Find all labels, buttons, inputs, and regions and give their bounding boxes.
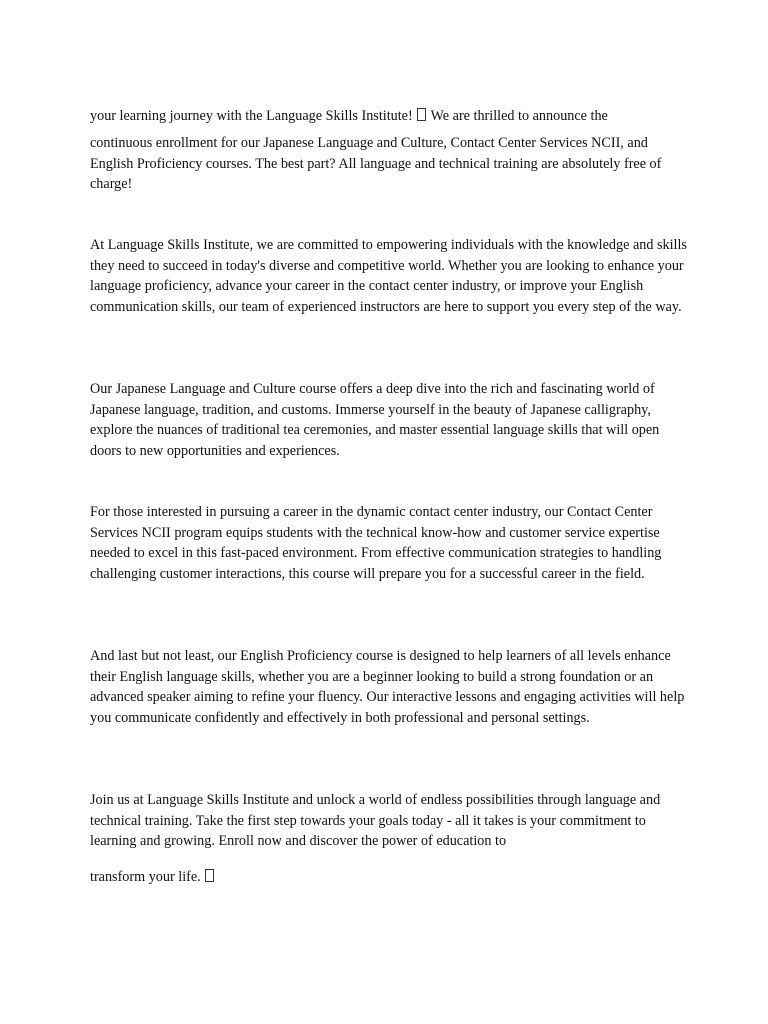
- missing-glyph-icon: [205, 869, 214, 882]
- intro-first-line: [90, 106, 608, 127]
- intro-first-line-start: your learning journey with the Language Skills Institute!: [90, 108, 413, 124]
- closing-paragraph: Join us at Language Skills Institute and unlock a world of endless possibilities through language and technical training. Take the first step towards your goals today - all it takes is your commitment to learning and growing. Enroll now and discover the power of education to: [90, 792, 661, 850]
- closing-final-text: transform your life.: [90, 869, 201, 885]
- english-course-paragraph: And last but not least, our English Proficiency course is designed to help learners of all levels enhance their English language skills, whether you are a beginner looking to build a strong foundation or an advanced speaker aiming to refine your fluency. Our interactive lessons and engaging activities will help you communicate confidently and effectively in both professional and personal settings.: [90, 648, 685, 726]
- intro-paragraph: continuous enrollment for our Japanese Language and Culture, Contact Center Services NCII, and English Proficiency courses. The best part? All language and technical training are absolutely free of charge!: [90, 135, 662, 193]
- closing-final-line: [90, 867, 215, 888]
- commitment-paragraph: At Language Skills Institute, we are committed to empowering individuals with the knowledge and skills they need to succeed in today's diverse and competitive world. Whether you are looking to enhance your language proficiency, advance your career in the contact center industry, or improve your English communication skills, our team of experienced instructors are here to support you every step of the way.: [90, 237, 687, 315]
- intro-first-line-end: We are thrilled to announce the: [430, 108, 608, 124]
- japanese-course-paragraph: Our Japanese Language and Culture course offers a deep dive into the rich and fascinating world of Japanese language, tradition, and customs. Immerse yourself in the beauty of Japanese calligraphy, explore the nuances of traditional tea ceremonies, and master essential language skills that will open doors to new opportunities and experiences.: [90, 381, 660, 459]
- contact-center-paragraph: For those interested in pursuing a career in the dynamic contact center industry, our Contact Center Services NCII program equips students with the technical know-how and customer service expertise needed to excel in this fast-paced environment. From effective communication strategies to handling challenging customer interactions, this course will prepare you for a successful career in the field.: [90, 504, 662, 582]
- missing-glyph-icon: [417, 108, 426, 121]
